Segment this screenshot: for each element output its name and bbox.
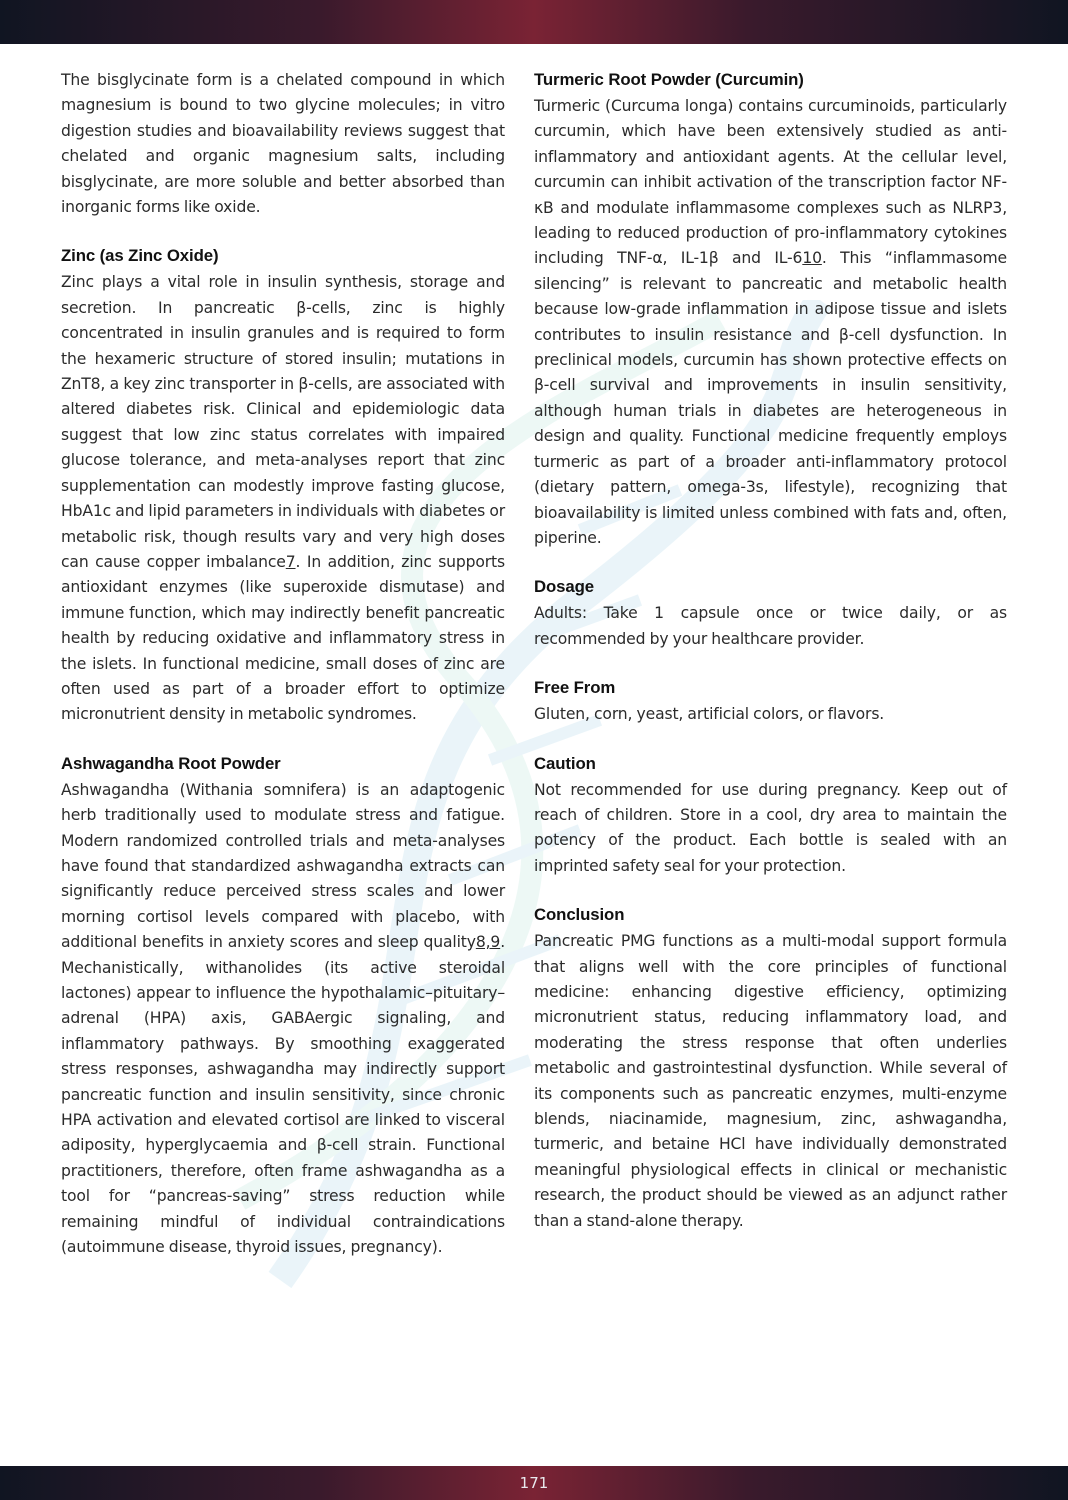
caution-section: [534, 752, 1007, 880]
turmeric-paragraph: [534, 94, 1007, 551]
free-from-paragraph: Gluten, corn, yeast, artificial colors, or flavors.: [534, 705, 885, 724]
ashwagandha-text-a: Ashwagandha (Withania somnifera) is an adaptogenic herb traditionally used to modulate stress and fatigue. Modern randomized controlled trials and meta-analyses have found that standardized ashwagandha extracts can significantly reduce perceived stress scales and lower morning cortisol levels compared with placebo, with additional benefits in anxiety scores and sleep quality: [61, 780, 505, 952]
conclusion-paragraph: Pancreatic PMG functions as a multi-modal support formula that aligns well with the core principles of functional medicine: enhancing digestive efficiency, optimizing micronutrient status, reducing inflammatory load, and moderating the stress response that often underlies metabolic and gastrointestinal dysfunction. While several of its components such as pancreatic enzymes, multi-enzyme blends, niacinamide, magnesium, zinc, ashwagandha, turmeric, and betaine HCl have individually demonstrated meaningful physiological effects in clinical or mechanistic research, the product should be viewed as an adjunct rather than a stand-alone therapy.: [534, 932, 1007, 1230]
turmeric-text-a: Turmeric (Curcuma longa) contains curcuminoids, particularly curcumin, which have been extensively studied as anti-inflammatory and antioxidant agents. At the cellular level, curcumin can inhibit activation of the transcription factor NF-κB and modulate inflammasome complexes such as NLRP3, leading to reduced production of pro-inflammatory cytokines including TNF-α, IL-1β and IL-6: [534, 97, 1007, 268]
conclusion-section: [534, 903, 1007, 1234]
zinc-text-a: Zinc plays a vital role in insulin synthesis, storage and secretion. In pancreatic β-cells, zinc is highly concentrated in insulin granules and is required to form the hexameric structure of stored insulin; mutations in ZnT8, a key zinc transporter in β-cells, are associated with altered diabetes risk. Clinical and epidemiologic data suggest that low zinc status correlates with impaired glucose tolerance, and meta-analyses report that zinc supplementation can modestly improve fasting glucose, HbA1c and lipid parameters in individuals with diabetes or metabolic risk, though results vary and very high doses can cause copper imbalance: [61, 273, 505, 571]
ashwagandha-heading: Ashwagandha Root Powder: [61, 753, 281, 773]
caution-paragraph: Not recommended for use during pregnancy. Keep out of reach of children. Store in a cool, dry area to maintain the potency of the product. Each bottle is sealed with an imprinted safety seal for your protection.: [534, 780, 1007, 875]
ashwagandha-paragraph: [61, 778, 505, 1261]
intro-section: [61, 68, 505, 220]
zinc-paragraph: [61, 270, 505, 727]
zinc-heading: Zinc (as Zinc Oxide): [61, 246, 219, 266]
caution-heading: Caution: [534, 753, 596, 773]
footer-band: [0, 1466, 1068, 1500]
turmeric-section: [534, 68, 1007, 551]
zinc-text-b: . In addition, zinc supports antioxidant enzymes (like superoxide dismutase) and immune function, which may indirectly benefit pancreatic health by reducing oxidative and inflammatory stress in the islets. In functional medicine, small doses of zinc are often used as part of a broader effort to optimize micronutrient density in metabolic syndromes.: [61, 552, 505, 724]
turmeric-text-b: . This “inflammasome silencing” is relevant to pancreatic and metabolic health because low-grade inflammation in adipose tissue and islets contributes to insulin resistance and β-cell dysfunction. In preclinical models, curcumin has shown protective effects on β-cell survival and improvements in insulin sensitivity, although human trials in diabetes are heterogeneous in design and quality. Functional medicine frequently employs turmeric as part of a broader anti-inflammatory protocol (dietary pattern, omega-3s, lifestyle), recognizing that bioavailability is limited unless combined with fats and, often, piperine.: [534, 249, 1007, 547]
dosage-section: [534, 575, 1007, 652]
zinc-citation-link[interactable]: 7: [285, 552, 296, 571]
zinc-section: [61, 244, 505, 727]
page-number: 171: [519, 1474, 549, 1492]
free-from-heading: Free From: [534, 678, 616, 698]
conclusion-heading: Conclusion: [534, 905, 625, 925]
turmeric-citation-link[interactable]: 10: [802, 249, 822, 268]
ashwagandha-text-b: . Mechanistically, withanolides (its active steroidal lactones) appear to influence the hypothalamic–pituitary–adrenal (HPA) axis, GABAergic signaling, and inflammatory pathways. By smoothing exaggerated stress responses, ashwagandha may indirectly support pancreatic function and insulin sensitivity, since chronic HPA activation and elevated cortisol are linked to visceral adiposity, hyperglycaemia and β-cell strain. Functional practitioners, therefore, often frame ashwagandha as a tool for “pancreas-saving” stress reduction while remaining mindful of individual contraindications (autoimmune disease, thyroid issues, pregnancy).: [61, 933, 505, 1257]
ashwagandha-citation-link[interactable]: 8,9: [475, 933, 501, 952]
left-column: [61, 68, 505, 1284]
header-band: [0, 0, 1068, 44]
ashwagandha-section: [61, 752, 505, 1261]
free-from-section: [534, 676, 1007, 727]
intro-paragraph: The bisglycinate form is a chelated compound in which magnesium is bound to two glycine molecules; in vitro digestion studies and bioavailability reviews suggest that chelated and organic magnesium salts, including bisglycinate, are more soluble and better absorbed than inorganic forms like oxide.: [61, 71, 505, 217]
turmeric-heading: Turmeric Root Powder (Curcumin): [534, 70, 804, 89]
dosage-heading: Dosage: [534, 577, 595, 597]
dosage-paragraph: Adults: Take 1 capsule once or twice daily, or as recommended by your healthcare provider.: [534, 604, 1007, 648]
right-column: [534, 68, 1007, 1258]
